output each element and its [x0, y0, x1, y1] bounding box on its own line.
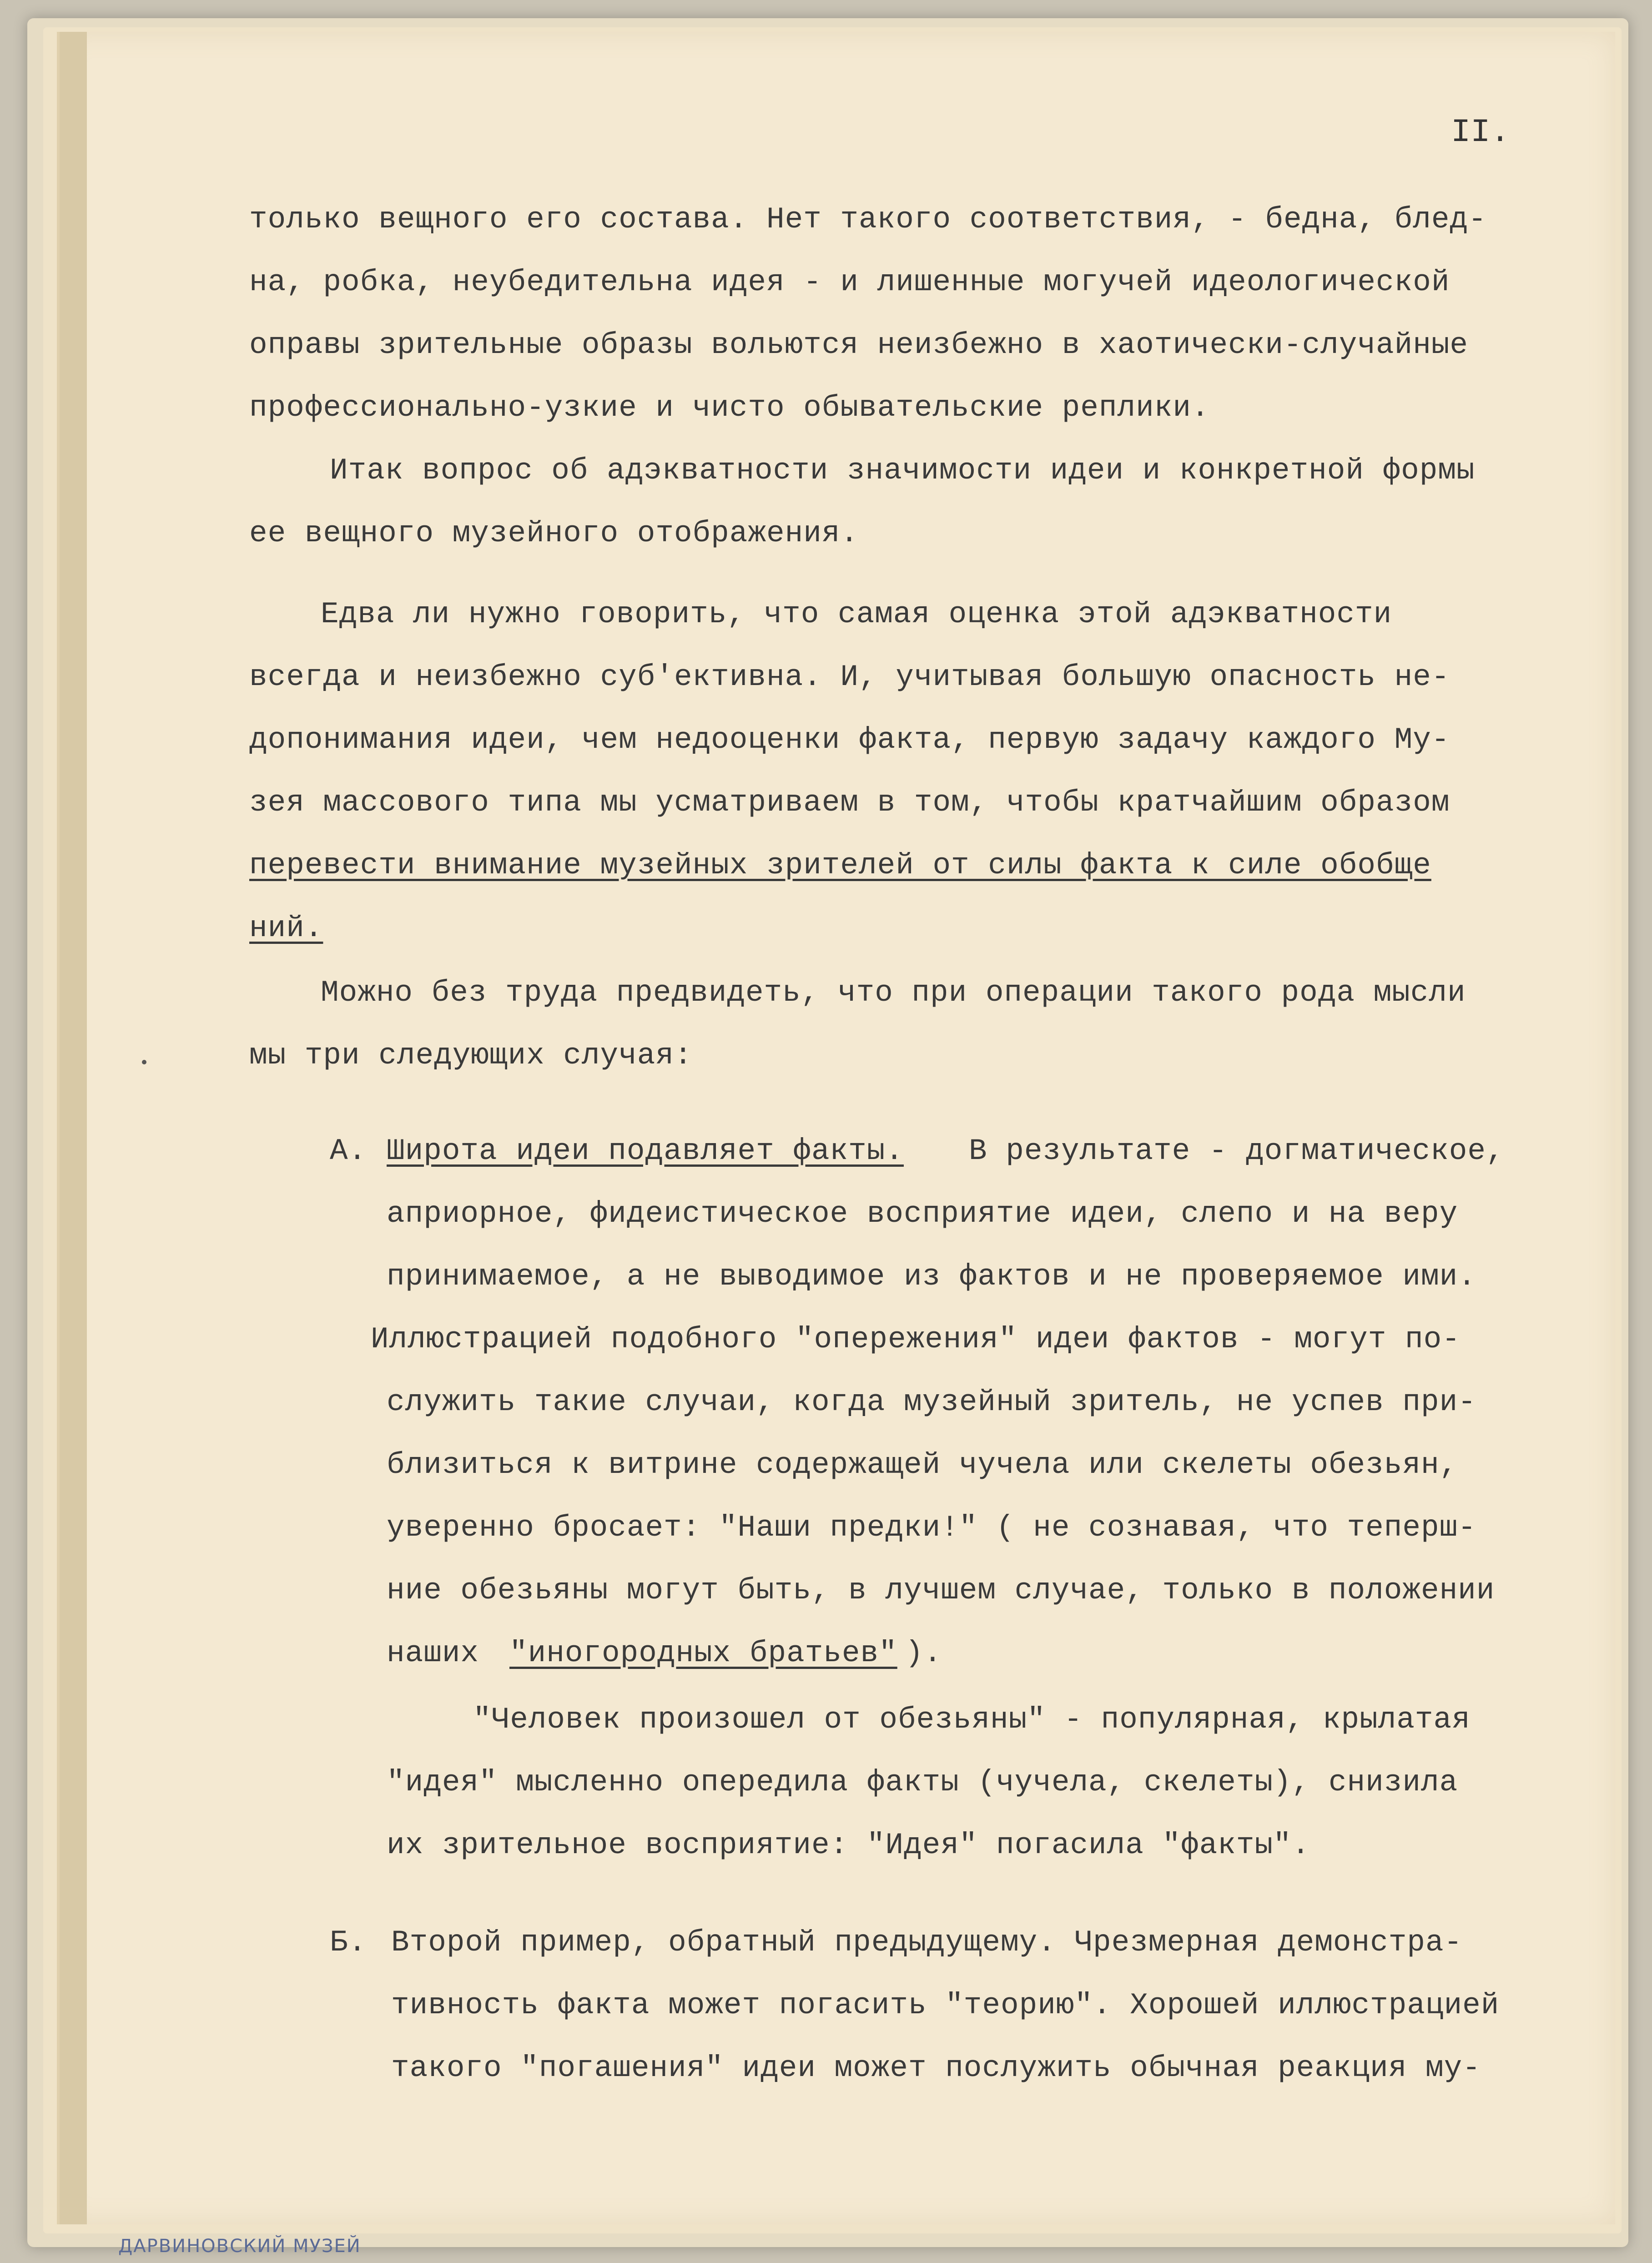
text-line-5: Итак вопрос об адэкватности значимости идеи и конкретной формы	[330, 454, 1475, 488]
text-line-4: профессионально-узкие и чисто обывательские реплики.	[249, 391, 1210, 425]
list-a-line-8: ние обезьяны могут быть, в лучшем случае, только в положении	[387, 1573, 1495, 1608]
text-line-3: оправы зрительные образы вольются неизбежно в хаотически-случайные	[249, 328, 1469, 362]
list-a-line-6: близиться к витрине содержащей чучела или скелеты обезьян,	[387, 1448, 1458, 1482]
list-a-heading-underlined: Широта идеи подавляет факты.	[387, 1134, 904, 1168]
quote-line-1: "Человек произошел от обезьяны" - популярная, крылатая	[473, 1703, 1471, 1737]
quote-line-3: их зрительное восприятие: "Идея" погасила "факты".	[387, 1828, 1310, 1862]
text-line-2: на, робка, неубедительна идея - и лишенные могучей идеологической	[249, 265, 1450, 299]
text-line-7: Едва ли нужно говорить, что самая оценка этой адэкватности	[321, 597, 1392, 631]
list-b-line-3: такого "погашения" идеи может послужить обычная реакция му-	[391, 2051, 1481, 2085]
museum-stamp: ДАРВИНОВСКИЙ МУЗЕЙ	[118, 2236, 361, 2257]
list-a-line-2: априорное, фидеистическое восприятие идеи, слепо и на веру	[387, 1197, 1458, 1231]
text-line-9: допонимания идеи, чем недооценки факта, первую задачу каждого Му-	[249, 723, 1450, 757]
list-a-line-1-end: В результате - догматическое,	[969, 1134, 1505, 1168]
list-b-line-2: тивность факта может погасить "теорию". Хорошей иллюстрацией	[391, 1988, 1500, 2022]
text-line-14: мы три следующих случая:	[249, 1038, 693, 1073]
quote-line-2: "идея" мысленно опередила факты (чучела, скелеты), снизила	[387, 1765, 1458, 1799]
list-a-line-3: принимаемое, а не выводимое из фактов и не проверяемое ими.	[387, 1260, 1476, 1294]
text-line-1: только вещного его состава. Нет такого соответствия, - бедна, блед-	[249, 202, 1487, 237]
list-b-line-1: Второй пример, обратный предыдущему. Чрезмерная демонстра-	[391, 1925, 1463, 1960]
margin-dot	[142, 1060, 146, 1064]
text-line-10: зея массового типа мы усматриваем в том, чтобы кратчайшим образом	[249, 786, 1450, 820]
text-line-6: ее вещного музейного отображения.	[249, 516, 859, 550]
list-a-line-5: служить такие случаи, когда музейный зритель, не успев при-	[387, 1385, 1476, 1419]
text-line-13: Можно без труда предвидеть, что при операции такого рода мысли	[321, 976, 1466, 1010]
text-line-11-underlined: перевести внимание музейных зрителей от силы факта к силе обобще	[249, 848, 1431, 882]
list-a-line-7: уверенно бросает: "Наши предки!" ( не сознавая, что теперш-	[387, 1511, 1476, 1545]
list-a-line-9-end: ).	[905, 1636, 942, 1670]
text-line-8: всегда и неизбежно суб'ективна. И, учитывая большую опасность не-	[249, 660, 1450, 694]
text-line-12-underlined: ний.	[249, 911, 323, 945]
list-marker-b: Б.	[330, 1925, 367, 1960]
list-marker-a: А.	[330, 1134, 367, 1168]
list-a-line-9-start: наших	[387, 1636, 479, 1670]
page-number: II.	[1451, 114, 1510, 151]
page-binding-edge	[60, 32, 87, 2224]
list-a-line-4: Иллюстрацией подобного "опережения" идеи фактов - могут по-	[371, 1322, 1461, 1356]
list-a-line-9-underlined: "иногородных братьев"	[509, 1636, 897, 1670]
